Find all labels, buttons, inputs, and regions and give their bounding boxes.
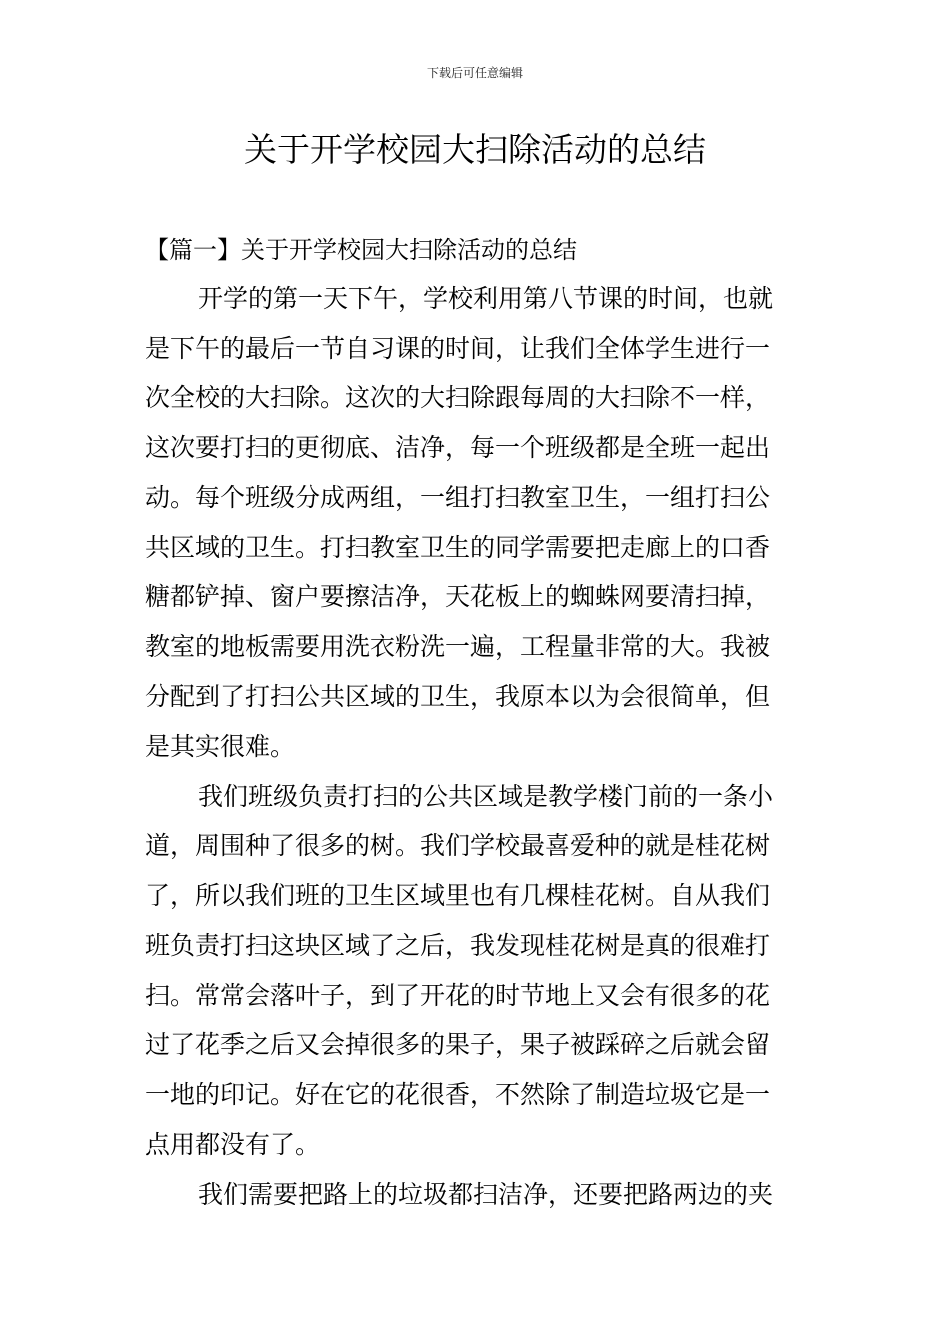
body-line: 一地的印记。好在它的花很香，不然除了制造垃圾它是一	[145, 1080, 771, 1109]
body-line: 开学的第一天下午，学校利用第八节课的时间，也就	[198, 284, 774, 313]
body-line: 点用都没有了。	[145, 1130, 321, 1159]
body-line: 过了花季之后又会掉很多的果子，果子被踩碎之后就会留	[145, 1030, 771, 1059]
body-line: 我们班级负责打扫的公共区域是教学楼门前的一条小	[198, 782, 774, 811]
body-line: 糖都铲掉、窗户要擦洁净，天花板上的蜘蛛网要清扫掉，	[145, 582, 771, 611]
body-line: 班负责打扫这块区域了之后，我发现桂花树是真的很难打	[145, 931, 771, 960]
body-line: 次全校的大扫除。这次的大扫除跟每周的大扫除不一样，	[145, 383, 771, 412]
body-line: 动。每个班级分成两组，一组打扫教室卫生，一组打扫公	[145, 483, 771, 512]
body-line: 是其实很难。	[145, 732, 296, 761]
section-heading: 【篇一】关于开学校园大扫除活动的总结	[145, 236, 577, 264]
body-line: 是下午的最后一节自习课的时间，让我们全体学生进行一	[145, 334, 771, 363]
document-title: 关于开学校园大扫除活动的总结	[244, 130, 706, 169]
body-line: 道，周围种了很多的树。我们学校最喜爱种的就是桂花树	[145, 831, 771, 860]
body-line: 共区域的卫生。打扫教室卫生的同学需要把走廊上的口香	[145, 533, 771, 562]
header-note: 下载后可任意编辑	[426, 66, 523, 80]
body-line: 这次要打扫的更彻底、洁净，每一个班级都是全班一起出	[145, 433, 771, 462]
body-line: 教室的地板需要用洗衣粉洗一遍，工程量非常的大。我被	[145, 632, 771, 661]
body-line: 了，所以我们班的卫生区域里也有几棵桂花树。自从我们	[145, 881, 771, 910]
body-line: 分配到了打扫公共区域的卫生，我原本以为会很简单，但	[145, 682, 771, 711]
body-line: 我们需要把路上的垃圾都扫洁净，还要把路两边的夹	[198, 1180, 774, 1209]
body-line: 扫。常常会落叶子，到了开花的时节地上又会有很多的花	[145, 981, 771, 1010]
